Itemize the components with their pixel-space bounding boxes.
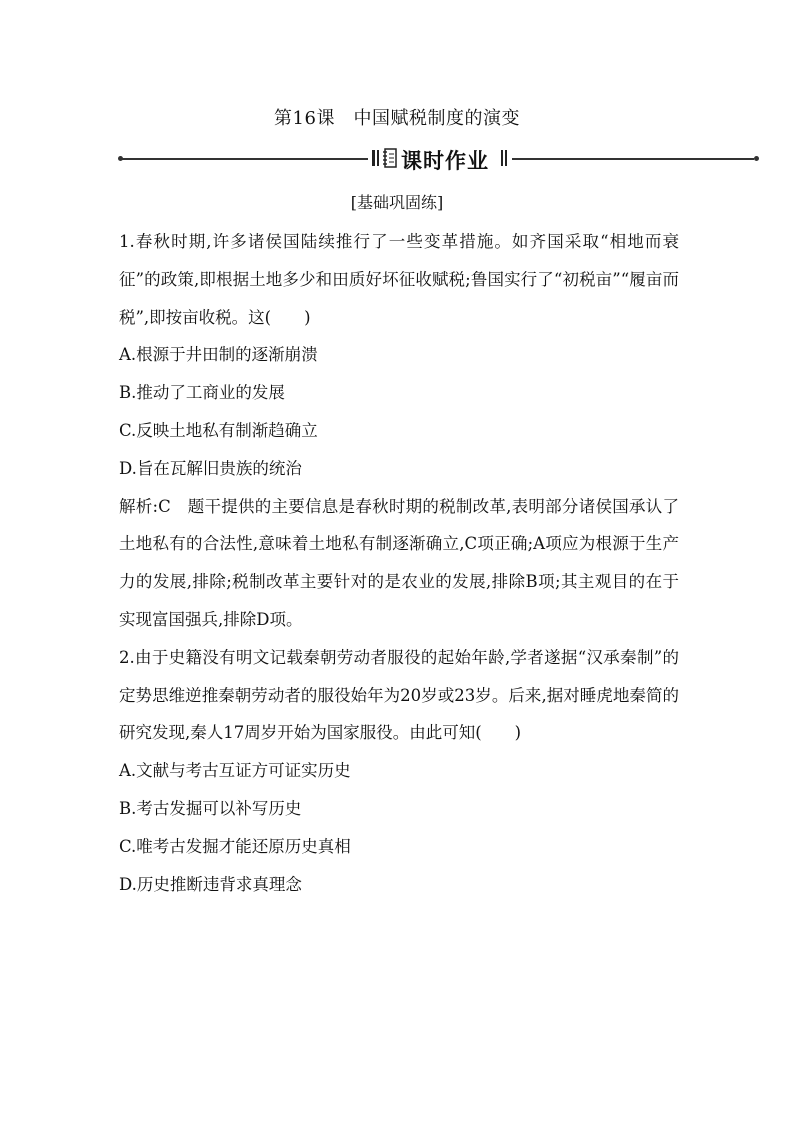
banner-mark bbox=[372, 150, 375, 166]
option: B.考古发掘可以补写历史 bbox=[119, 798, 302, 818]
banner-mark bbox=[377, 150, 379, 166]
analysis: 解析:C 题干提供的主要信息是春秋时期的税制改革,表明部分诸侯国承认了土地私有的合法性,意味着土地私有制逐渐确立,C项正确;A项应为根源于生产力的发展,排除;税制改革主要针对的是农业的发展,排除B项;其主观目的在于实现富国强兵,排除D项。 bbox=[119, 496, 679, 629]
option: D.旨在瓦解旧贵族的统治 bbox=[119, 458, 302, 478]
homework-banner bbox=[118, 144, 760, 174]
banner-mark bbox=[501, 150, 503, 166]
lesson-title: 第16课 中国赋税制度的演变 bbox=[274, 108, 520, 129]
banner-label: 课时作业 bbox=[401, 149, 489, 173]
banner-mark bbox=[505, 150, 507, 166]
option: D.历史推断违背求真理念 bbox=[119, 874, 302, 894]
banner-rule-right bbox=[512, 158, 754, 160]
option: C.唯考古发掘才能还原历史真相 bbox=[119, 836, 351, 856]
question-stem: 1.春秋时期,许多诸侯国陆续推行了一些变革措施。如齐国采取“相地而衰征”的政策,即根据土地多少和田质好坏征收赋税;鲁国实行了“初税亩”“履亩而税”,即按亩收税。这( ) bbox=[119, 232, 679, 327]
option: A.文献与考古互证方可证实历史 bbox=[119, 761, 351, 781]
option: C.反映土地私有制渐趋确立 bbox=[119, 420, 318, 440]
notebook-icon bbox=[382, 148, 398, 169]
banner-rule-left bbox=[122, 158, 368, 160]
section-title: [基础巩固练] bbox=[350, 193, 444, 212]
questions bbox=[119, 223, 679, 903]
question-stem: 2.由于史籍没有明文记载秦朝劳动者服役的起始年龄,学者遂据“汉承秦制”的定势思维逆推秦朝劳动者的服役始年为20岁或23岁。后来,据对睡虎地秦简的研究发现,秦人17周岁开始为国家服役。由此可知( ) bbox=[119, 647, 679, 743]
banner-dot-right bbox=[754, 156, 759, 161]
option: A.根源于井田制的逐渐崩溃 bbox=[119, 345, 318, 365]
option: B.推动了工商业的发展 bbox=[119, 383, 285, 403]
